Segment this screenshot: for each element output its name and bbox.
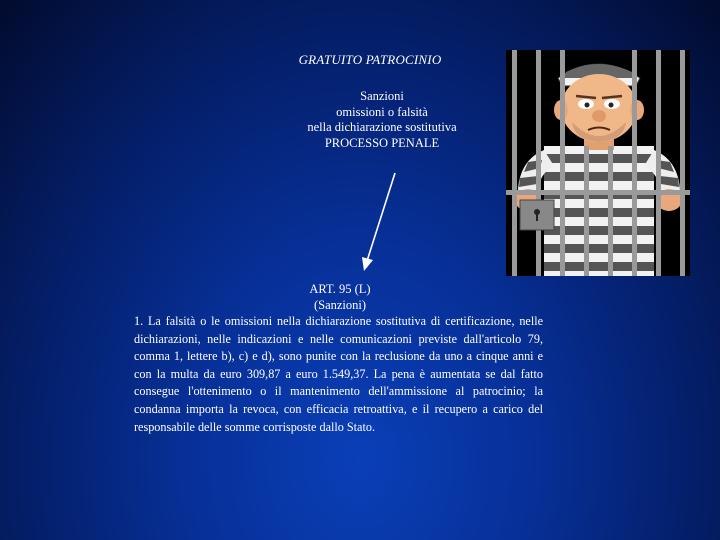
subtitle-line: omissioni o falsità: [336, 104, 428, 119]
prisoner-illustration-icon: [506, 50, 690, 276]
article-heading: [240, 281, 440, 313]
slide-title: GRATUITO PATROCINIO: [298, 52, 442, 67]
subtitle-line: nella dichiarazione sostitutiva: [307, 120, 457, 134]
article-number: 1.: [134, 314, 144, 328]
article-text: La falsità o le omissioni nella dichiarazione sostitutiva di certificazione, nelle dichiarazioni, nelle indicazioni e nelle comunicazioni previste dall'articolo 79, comma 1, lettere b), c) e d), sono punite con la reclusione da uno a cinque anni e con la multa da euro 309,87 a euro 1.549,37. La pena è aumentata se dal fatto consegue l'ottenimento o il mantenimento dell'ammissione al patrocinio; la condanna importa la revoca, con efficacia retroattiva, e il recupero a carico del responsabile delle somme corrisposte dallo Stato.: [134, 314, 544, 434]
article-body: [134, 313, 543, 436]
article-title: ART. 95 (L): [309, 282, 371, 296]
article-subtitle: (Sanzioni): [313, 298, 367, 312]
down-arrow-icon: [340, 165, 410, 275]
subtitle-line: Sanzioni: [360, 89, 404, 103]
subtitle-block: [232, 89, 532, 151]
lock-icon: [520, 200, 554, 230]
subtitle-line: PROCESSO PENALE: [324, 135, 440, 150]
